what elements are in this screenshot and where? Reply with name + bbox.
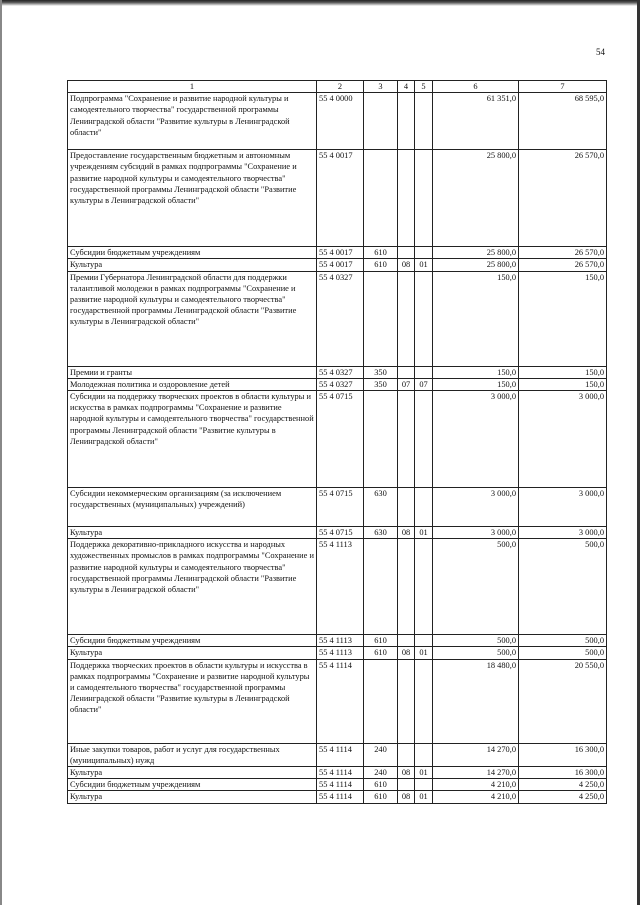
row-code-cell: 55 4 0715: [317, 391, 364, 488]
row-amount-2-cell: 20 550,0: [519, 659, 607, 743]
row-amount-2-cell: 3 000,0: [519, 488, 607, 527]
row-name-cell: Культура: [68, 259, 317, 271]
table-row: [68, 366, 607, 378]
table-row: [68, 779, 607, 791]
row-amount-1-cell: 150,0: [433, 366, 519, 378]
row-name-cell: Субсидии некоммерческим организациям (за исключением государственных (муниципальных) учреждений): [68, 488, 317, 527]
table-row: [68, 488, 607, 527]
row-amount-1-cell: 4 210,0: [433, 779, 519, 791]
row-amount-2-cell: 500,0: [519, 539, 607, 635]
header-cell-3: 3: [364, 81, 398, 93]
header-cell-4: 4: [398, 81, 415, 93]
row-name-cell: Премии Губернатора Ленинградской области для поддержки талантливой молодежи в рамках подпрограммы "Сохранение и развитие народной культуры и самодеятельного творчества" государственной программы Ленинградской области "Развитие культуры в Ленинградской области": [68, 271, 317, 366]
row-amount-2-cell: 150,0: [519, 378, 607, 390]
row-amount-1-cell: 14 270,0: [433, 767, 519, 779]
row-code-cell: 55 4 0327: [317, 378, 364, 390]
row-expense-type-cell: 350: [364, 366, 398, 378]
row-expense-type-cell: 610: [364, 791, 398, 803]
row-name-cell: Культура: [68, 791, 317, 803]
row-name-cell: Предоставление государственным бюджетным и автономным учреждениям субсидий в рамках подпрограммы "Сохранение и развитие народной культуры и самодеятельного творчества" государственной программы Ленинградской области "Развитие культуры в Ленинградской области": [68, 150, 317, 247]
table-row: [68, 791, 607, 803]
row-subsection-cell: [415, 659, 433, 743]
row-section-cell: [398, 247, 415, 259]
row-name-cell: Иные закупки товаров, работ и услуг для государственных (муниципальных) нужд: [68, 743, 317, 766]
row-expense-type-cell: [364, 539, 398, 635]
row-amount-1-cell: 3 000,0: [433, 527, 519, 539]
row-name-cell: Молодежная политика и оздоровление детей: [68, 378, 317, 390]
row-amount-2-cell: 150,0: [519, 366, 607, 378]
row-expense-type-cell: [364, 391, 398, 488]
row-name-cell: Субсидии на поддержку творческих проектов в области культуры и искусства в рамках подпрограммы "Сохранение и развитие народной культуры и самодеятельного творчества" государственной программы Ленинградской области "Развитие культуры в Ленинградской области": [68, 391, 317, 488]
row-amount-1-cell: 25 800,0: [433, 150, 519, 247]
row-section-cell: [398, 366, 415, 378]
row-code-cell: 55 4 1113: [317, 647, 364, 659]
row-expense-type-cell: 630: [364, 488, 398, 527]
row-amount-1-cell: 500,0: [433, 647, 519, 659]
row-name-cell: Поддержка декоративно-прикладного искусства и народных художественных промыслов в рамках подпрограммы "Сохранение и развитие народной культуры и самодеятельного творчества" государственной программы Ленинградской области "Развитие культуры в Ленинградской области": [68, 539, 317, 635]
row-subsection-cell: 01: [415, 791, 433, 803]
row-section-cell: [398, 779, 415, 791]
row-code-cell: 55 4 1114: [317, 791, 364, 803]
table-row: [68, 539, 607, 635]
row-code-cell: 55 4 0017: [317, 247, 364, 259]
row-expense-type-cell: 610: [364, 247, 398, 259]
row-subsection-cell: [415, 366, 433, 378]
row-name-cell: Культура: [68, 767, 317, 779]
table-row: [68, 659, 607, 743]
table-row: [68, 527, 607, 539]
row-section-cell: [398, 150, 415, 247]
header-cell-2: 2: [317, 81, 364, 93]
row-expense-type-cell: [364, 271, 398, 366]
row-code-cell: 55 4 1114: [317, 743, 364, 766]
row-amount-2-cell: 4 250,0: [519, 779, 607, 791]
row-expense-type-cell: 350: [364, 378, 398, 390]
row-section-cell: 08: [398, 527, 415, 539]
row-subsection-cell: [415, 488, 433, 527]
row-amount-1-cell: 500,0: [433, 635, 519, 647]
row-amount-2-cell: 16 300,0: [519, 767, 607, 779]
row-subsection-cell: 01: [415, 527, 433, 539]
row-code-cell: 55 4 0000: [317, 93, 364, 150]
row-expense-type-cell: [364, 93, 398, 150]
row-subsection-cell: [415, 93, 433, 150]
row-code-cell: 55 4 1114: [317, 779, 364, 791]
row-section-cell: 07: [398, 378, 415, 390]
row-amount-1-cell: 3 000,0: [433, 488, 519, 527]
table-row: [68, 93, 607, 150]
row-section-cell: [398, 391, 415, 488]
row-code-cell: 55 4 1113: [317, 635, 364, 647]
row-expense-type-cell: 610: [364, 259, 398, 271]
header-cell-6: 6: [433, 81, 519, 93]
row-section-cell: [398, 635, 415, 647]
header-cell-7: 7: [519, 81, 607, 93]
table-row: [68, 635, 607, 647]
row-amount-1-cell: 4 210,0: [433, 791, 519, 803]
row-amount-2-cell: 26 570,0: [519, 259, 607, 271]
table-row: [68, 378, 607, 390]
budget-table: [67, 80, 607, 804]
row-name-cell: Субсидии бюджетным учреждениям: [68, 635, 317, 647]
row-code-cell: 55 4 1114: [317, 659, 364, 743]
row-expense-type-cell: 240: [364, 767, 398, 779]
scan-top-edge: [0, 0, 640, 6]
row-subsection-cell: [415, 271, 433, 366]
row-subsection-cell: [415, 150, 433, 247]
row-subsection-cell: 01: [415, 259, 433, 271]
row-expense-type-cell: 240: [364, 743, 398, 766]
row-subsection-cell: [415, 635, 433, 647]
row-section-cell: [398, 488, 415, 527]
row-name-cell: Субсидии бюджетным учреждениям: [68, 779, 317, 791]
table-row: [68, 647, 607, 659]
table-row: [68, 271, 607, 366]
row-amount-1-cell: 18 480,0: [433, 659, 519, 743]
row-subsection-cell: 07: [415, 378, 433, 390]
scan-left-edge: [0, 0, 2, 905]
row-subsection-cell: [415, 743, 433, 766]
table-row: [68, 150, 607, 247]
row-amount-1-cell: 14 270,0: [433, 743, 519, 766]
row-section-cell: [398, 271, 415, 366]
row-section-cell: [398, 539, 415, 635]
row-amount-1-cell: 500,0: [433, 539, 519, 635]
header-cell-1: 1: [68, 81, 317, 93]
table-row: [68, 259, 607, 271]
row-code-cell: 55 4 1113: [317, 539, 364, 635]
row-amount-2-cell: 3 000,0: [519, 391, 607, 488]
row-subsection-cell: [415, 391, 433, 488]
header-row: [68, 81, 607, 93]
row-amount-1-cell: 150,0: [433, 271, 519, 366]
row-subsection-cell: 01: [415, 647, 433, 659]
row-amount-1-cell: 25 800,0: [433, 259, 519, 271]
row-amount-2-cell: 3 000,0: [519, 527, 607, 539]
row-section-cell: 08: [398, 259, 415, 271]
row-name-cell: Культура: [68, 647, 317, 659]
row-amount-2-cell: 26 570,0: [519, 150, 607, 247]
row-section-cell: [398, 93, 415, 150]
row-subsection-cell: [415, 779, 433, 791]
page-number: 54: [596, 47, 605, 57]
row-amount-2-cell: 16 300,0: [519, 743, 607, 766]
row-amount-1-cell: 25 800,0: [433, 247, 519, 259]
row-expense-type-cell: 610: [364, 647, 398, 659]
row-amount-2-cell: 150,0: [519, 271, 607, 366]
row-name-cell: Поддержка творческих проектов в области культуры и искусства в рамках подпрограммы "Сохранение и развитие народной культуры и самодеятельного творчества" государственной программы Ленинградской области "Развитие культуры в Ленинградской области": [68, 659, 317, 743]
row-amount-2-cell: 68 595,0: [519, 93, 607, 150]
row-amount-2-cell: 500,0: [519, 635, 607, 647]
row-amount-2-cell: 500,0: [519, 647, 607, 659]
row-expense-type-cell: 610: [364, 779, 398, 791]
row-name-cell: Подпрограмма "Сохранение и развитие народной культуры и самодеятельного творчества" государственной программы Ленинградской области "Развитие культуры в Ленинградской области": [68, 93, 317, 150]
row-code-cell: 55 4 0715: [317, 527, 364, 539]
row-code-cell: 55 4 1114: [317, 767, 364, 779]
table-body: [68, 81, 607, 804]
row-subsection-cell: [415, 247, 433, 259]
row-section-cell: 08: [398, 767, 415, 779]
row-amount-1-cell: 3 000,0: [433, 391, 519, 488]
row-name-cell: Субсидии бюджетным учреждениям: [68, 247, 317, 259]
table-row: [68, 767, 607, 779]
header-cell-5: 5: [415, 81, 433, 93]
row-name-cell: Культура: [68, 527, 317, 539]
row-expense-type-cell: 630: [364, 527, 398, 539]
table-row: [68, 391, 607, 488]
row-code-cell: 55 4 0715: [317, 488, 364, 527]
row-section-cell: [398, 743, 415, 766]
row-expense-type-cell: 610: [364, 635, 398, 647]
row-section-cell: [398, 659, 415, 743]
row-section-cell: 08: [398, 647, 415, 659]
row-name-cell: Премии и гранты: [68, 366, 317, 378]
row-amount-1-cell: 61 351,0: [433, 93, 519, 150]
row-code-cell: 55 4 0017: [317, 150, 364, 247]
row-code-cell: 55 4 0017: [317, 259, 364, 271]
row-amount-2-cell: 26 570,0: [519, 247, 607, 259]
row-amount-2-cell: 4 250,0: [519, 791, 607, 803]
row-subsection-cell: [415, 539, 433, 635]
table-row: [68, 743, 607, 766]
row-expense-type-cell: [364, 659, 398, 743]
row-amount-1-cell: 150,0: [433, 378, 519, 390]
row-expense-type-cell: [364, 150, 398, 247]
row-section-cell: 08: [398, 791, 415, 803]
row-subsection-cell: 01: [415, 767, 433, 779]
table-row: [68, 247, 607, 259]
row-code-cell: 55 4 0327: [317, 366, 364, 378]
row-code-cell: 55 4 0327: [317, 271, 364, 366]
